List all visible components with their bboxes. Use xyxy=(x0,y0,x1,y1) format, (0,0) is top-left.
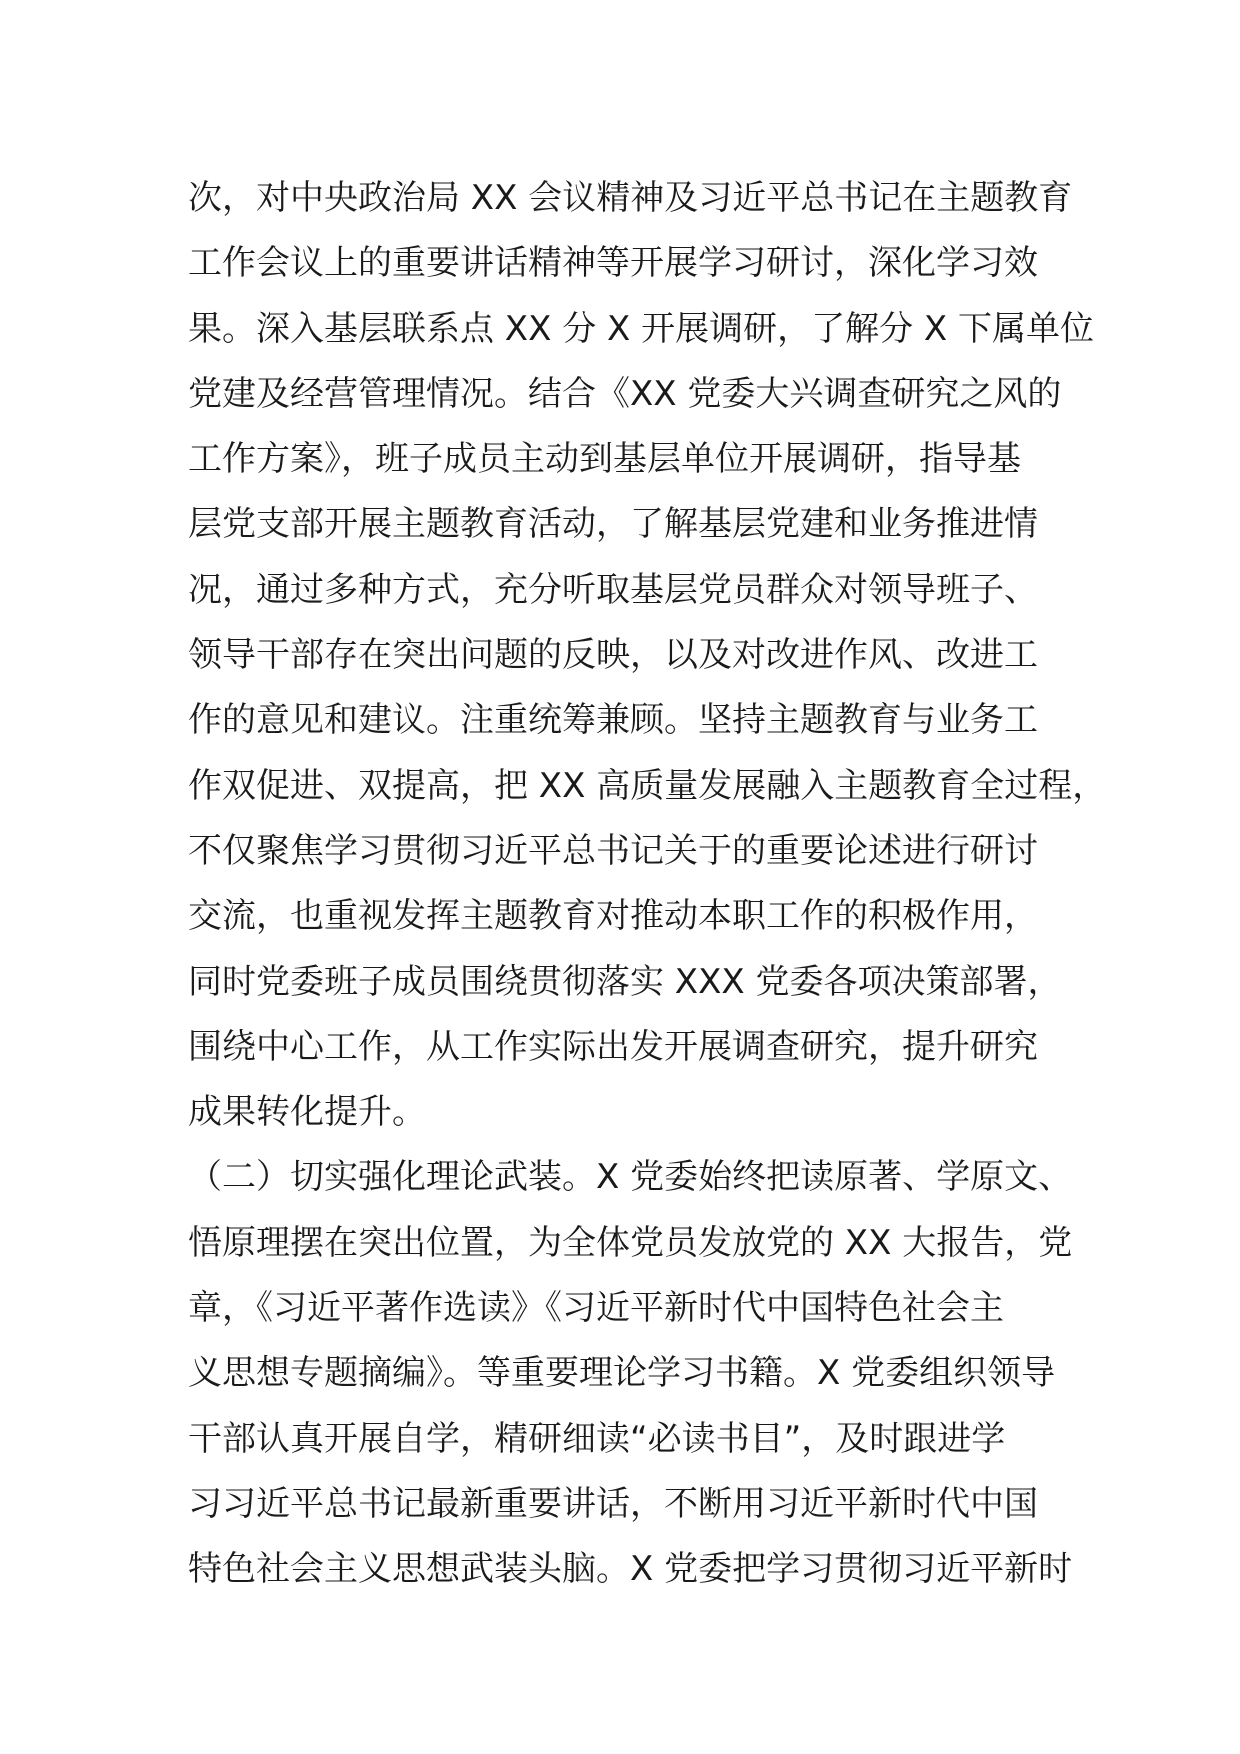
text-line: 作双促进、双提高，把 XX 高质量发展融入主题教育全过程， xyxy=(188,765,1107,806)
text-line: 交流，也重视发挥主题教育对推动本职工作的积极作用， xyxy=(188,896,1038,937)
text-line: 况，通过多种方式，充分听取基层党员群众对领导班子、 xyxy=(188,569,1038,610)
text-line: 习习近平总书记最新重要讲话，不断用习近平新时代中国 xyxy=(188,1483,1038,1524)
text-line: 果。深入基层联系点 XX 分 X 开展调研，了解分 X 下属单位 xyxy=(188,308,1095,349)
text-line: 义思想专题摘编》。等重要理论学习书籍。X 党委组织领导 xyxy=(188,1353,1056,1394)
text-line: 作的意见和建议。注重统筹兼顾。坚持主题教育与业务工 xyxy=(188,700,1038,741)
text-line: 领导干部存在突出问题的反映，以及对改进作风、改进工 xyxy=(188,635,1038,676)
text-line: 层党支部开展主题教育活动，了解基层党建和业务推进情 xyxy=(188,504,1038,545)
text-line: 成果转化提升。 xyxy=(188,1092,426,1133)
text-line: 干部认真开展自学，精研细读“必读书目”，及时跟进学 xyxy=(188,1418,1006,1459)
body-text xyxy=(188,166,1107,1603)
text-line: 工作会议上的重要讲话精神等开展学习研讨，深化学习效 xyxy=(188,243,1038,284)
text-line: 次，对中央政治局 XX 会议精神及习近平总书记在主题教育 xyxy=(188,178,1073,218)
text-line: 围绕中心工作，从工作实际出发开展调查研究，提升研究 xyxy=(188,1026,1038,1067)
text-line: 工作方案》，班子成员主动到基层单位开展调研，指导基 xyxy=(188,439,1021,480)
text-line: 不仅聚焦学习贯彻习近平总书记关于的重要论述进行研讨 xyxy=(188,830,1038,871)
text-line: 特色社会主义思想武装头脑。X 党委把学习贯彻习近平新时 xyxy=(188,1549,1073,1590)
text-line: 悟原理摆在突出位置，为全体党员发放党的 XX 大报告，党 xyxy=(188,1222,1073,1263)
text-line: 章，《习近平著作选读》《习近平新时代中国特色社会主 xyxy=(188,1288,1004,1329)
text-line: 同时党委班子成员围绕贯彻落实 XXX 党委各项决策部署， xyxy=(188,961,1062,1002)
text-line: 党建及经营管理情况。结合《XX 党委大兴调查研究之风的 xyxy=(188,373,1062,414)
section-heading-line: （二）切实强化理论武装。X 党委始终把读原著、学原文、 xyxy=(188,1157,1073,1198)
